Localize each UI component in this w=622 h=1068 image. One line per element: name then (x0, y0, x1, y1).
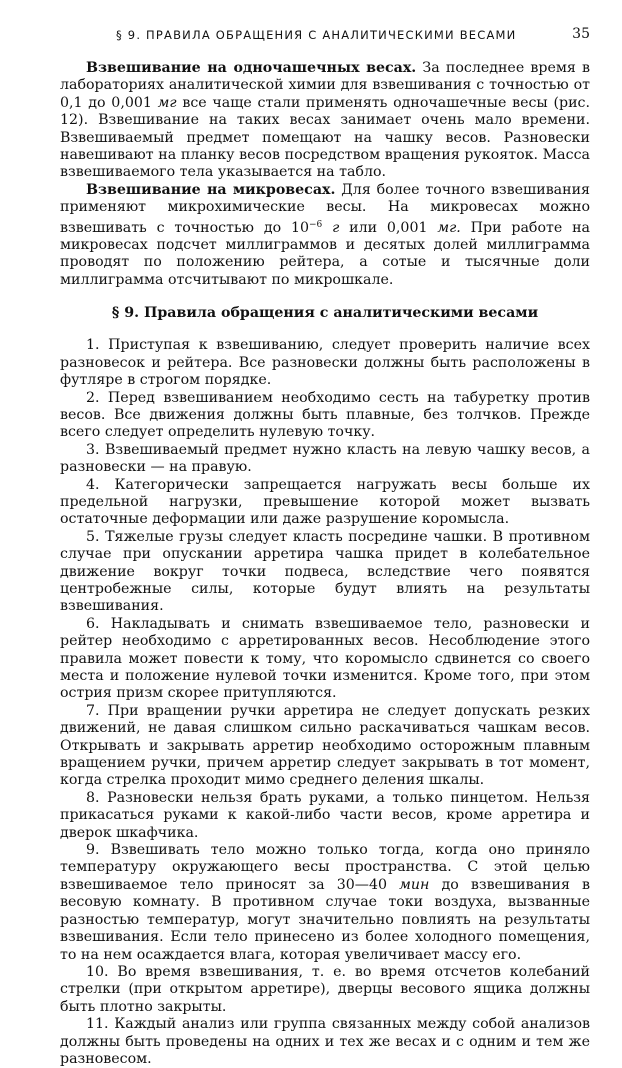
unit-text: мин (399, 876, 430, 893)
page-body (60, 60, 590, 1068)
paragraph-text: все чаще стали применять одночашечные весы (рис. 12). Взвешивание на таких весах занимает очень мало времени. Взвешиваемый предмет помещают на чашку весов. Разновески навешивают на планку весов посредством вращения рукояток. Масса взвешиваемого тела указывается на табло. (60, 94, 590, 181)
unit-text: г (332, 219, 340, 236)
rule-item: 2. Перед взвешиванием необходимо сесть на табуретку против весов. Все движения должны быть плавные, без толчков. Прежде всего следует определить нулевую точку. (60, 389, 590, 441)
rule-item: 11. Каждый анализ или группа связанных между собой анализов должны быть проведены на одних и тех же весах и с одним и тем же разновесом. (60, 1016, 590, 1067)
rule-item (60, 842, 590, 964)
paragraph-lead: Взвешивание на одночашечных весах. (86, 60, 417, 76)
section-heading: § 9. Правила обращения с аналитическими весами (111, 305, 539, 322)
paragraph-lead: Взвешивание на микровесах. (86, 181, 336, 198)
rule-item: 3. Взвешиваемый предмет нужно класть на левую чашку весов, а разновески — на правую. (60, 441, 590, 476)
paragraph-text: Для более точного взвешивания применяют микрохимические весы. На микровесах можно взвешивать с точностью до 10 (60, 181, 591, 236)
paragraph-microbalance (60, 182, 590, 289)
running-head (60, 26, 590, 46)
rule-item: 8. Разновески нельзя брать руками, а только пинцетом. Нельзя прикасаться руками к какой-либо части весов, кроме арретира и дверок шкафчика. (60, 789, 590, 841)
rule-item: 10. Во время взвешивания, т. е. во время отсчетов колебаний стрелки (при открытом арретире), дверцы весового ящика должны быть плотно закрыты. (60, 963, 590, 1015)
rule-text: 9. Взвешивать тело можно только тогда, когда оно приняло температуру окружающего весы пространства. С этой целью взвешиваемое тело приносят за 30—40 (60, 842, 590, 893)
unit-text: мг. (437, 219, 461, 236)
rule-item: 4. Категорически запрещается нагружать весы больше их предельной нагрузки, превышение которой может вызвать остаточные деформации или даже разрушение коромысла. (60, 476, 590, 528)
running-title: § 9. ПРАВИЛА ОБРАЩЕНИЯ С АНАЛИТИЧЕСКИМИ ВЕСАМИ (116, 28, 517, 42)
page-number: 35 (572, 26, 590, 42)
exponent: −6 (309, 219, 323, 230)
paragraph-text: При работе на микровесах подсчет миллиграммов и десятых долей миллиграмма проводят по положению рейтера, а сотые и тысячные доли миллиграмма отсчитывают по микрошкале. (60, 219, 590, 288)
paragraph-text: или 0,001 (339, 219, 438, 236)
paragraph-single-pan-balance (60, 60, 590, 182)
rule-item: 5. Тяжелые грузы следует класть посредине чашки. В противном случае при опускании арретира чашка придет в колебательное движение вокруг точки подвеса, вследствие чего появятся центробежные силы, которые будут влиять на результаты взвешивания. (60, 528, 590, 615)
paragraph-text: За последнее время в лабораториях аналитической химии для взвешивания с точностью от 0,1 до 0,001 (60, 60, 590, 111)
rule-item: 7. При вращении ручки арретира не следует допускать резких движений, не давая слишком сильно раскачиваться чашкам весов. Открывать и закрывать арретир необходимо осторожным плавным вращением ручки, причем арретир следует закрывать в тот момент, когда стрелка проходит мимо среднего деления шкалы. (60, 702, 590, 789)
rule-text: до взвешивания в весовую комнату. В противном случае токи воздуха, вызванные разностью температур, могут значительно повлиять на результаты взвешивания. Если тело принесено из более холодного помещения, то на нем осаждается влага, которая увеличивает массу его. (60, 876, 590, 963)
rule-item: 1. Приступая к взвешиванию, следует проверить наличие всех разновесок и рейтера. Все разновески должны быть расположены в футляре в строгом порядке. (60, 337, 590, 389)
unit-text: мг (157, 94, 177, 111)
rule-item: 6. Накладывать и снимать взвешиваемое тело, разновески и рейтер необходимо с арретированных весов. Несоблюдение этого правила может повести к тому, что коромысло сдвинется со своего места и положение нулевой точки изменится. Кроме того, при этом острия призм скорее притупляются. (60, 615, 590, 702)
